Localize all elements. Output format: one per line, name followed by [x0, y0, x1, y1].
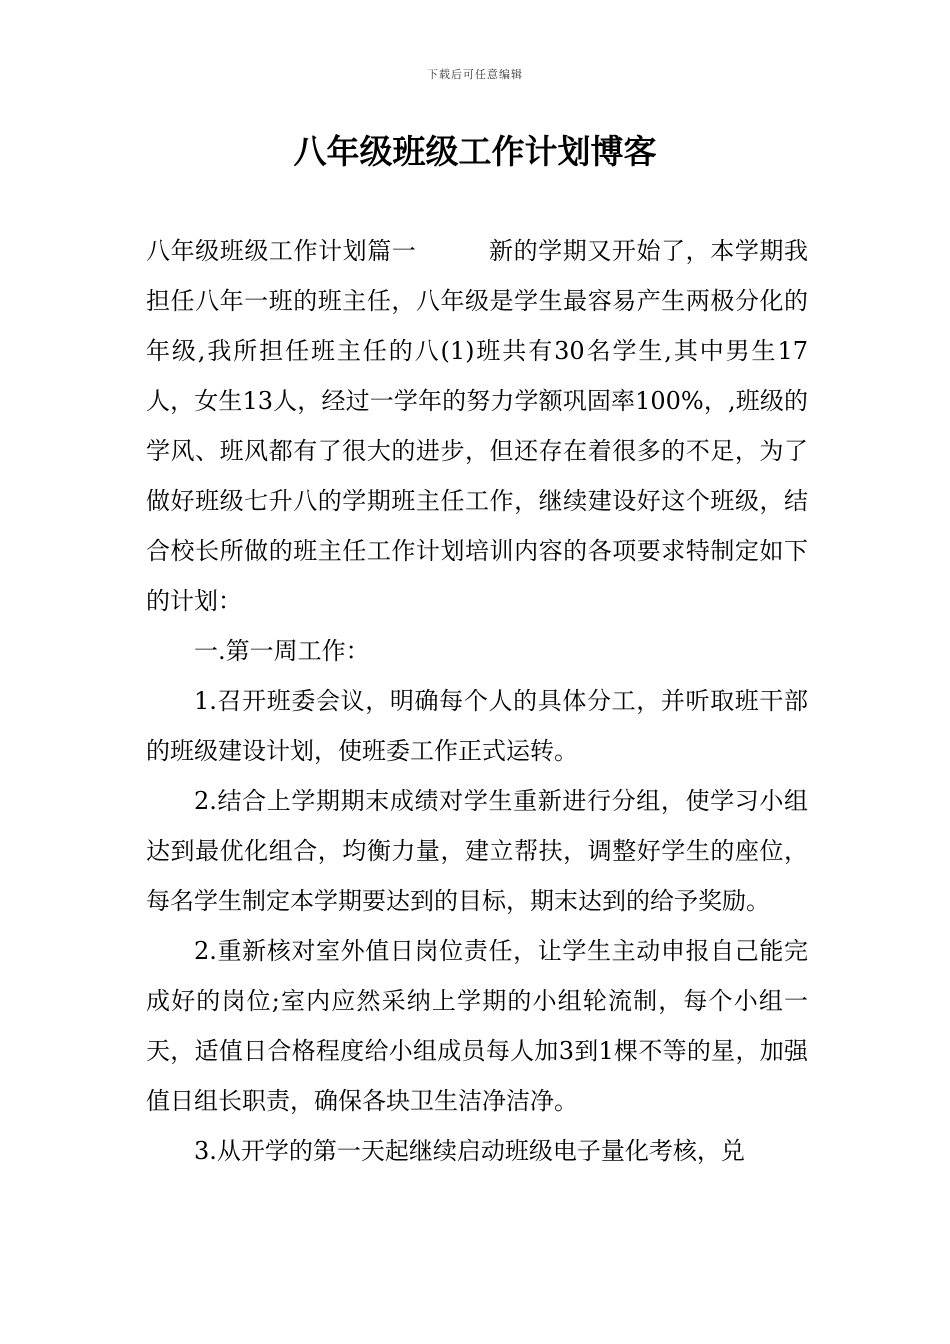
week1-heading: 一.第一周工作：	[194, 637, 370, 665]
document-title: 八年级班级工作计划博客	[293, 132, 657, 171]
list-item-3: 2.重新核对室外值日岗位责任，让学生主动申报自己能完成好的岗位;室内应然采纳上学期的小组轮流制，每个小组一天，适值日合格程度给小组成员每人加3到1棵不等的星，加强值日组长职责，确保各块卫生洁净洁净。	[146, 937, 808, 1115]
header-note: 下载后可任意编辑	[427, 68, 523, 81]
intro-label: 八年级班级工作计划篇一	[146, 237, 417, 265]
list-item-2: 2.结合上学期期末成绩对学生重新进行分组，使学习小组达到最优化组合，均衡力量，建立帮扶，调整好学生的座位，每名学生制定本学期要达到的目标，期末达到的给予奖励。	[146, 787, 808, 915]
list-item-4: 3.从开学的第一天起继续启动班级电子量化考核，兑	[194, 1137, 745, 1165]
list-item-1: 1.召开班委会议，明确每个人的具体分工，并听取班干部的班级建设计划，使班委工作正式运转。	[146, 687, 808, 765]
intro-text: 新的学期又开始了，本学期我担任八年一班的班主任，八年级是学生最容易产生两极分化的年级,我所担任班主任的八(1)班共有30名学生,其中男生17人，女生13人，经过一学年的努力学额巩固率100%，,班级的学风、班风都有了很大的进步，但还存在着很多的不足，为了做好班级七升八的学期班主任工作，继续建设好这个班级，结合校长所做的班主任工作计划培训内容的各项要求特制定如下的计划：	[146, 237, 809, 615]
intro-paragraph	[146, 226, 808, 626]
document-body	[146, 226, 808, 1176]
